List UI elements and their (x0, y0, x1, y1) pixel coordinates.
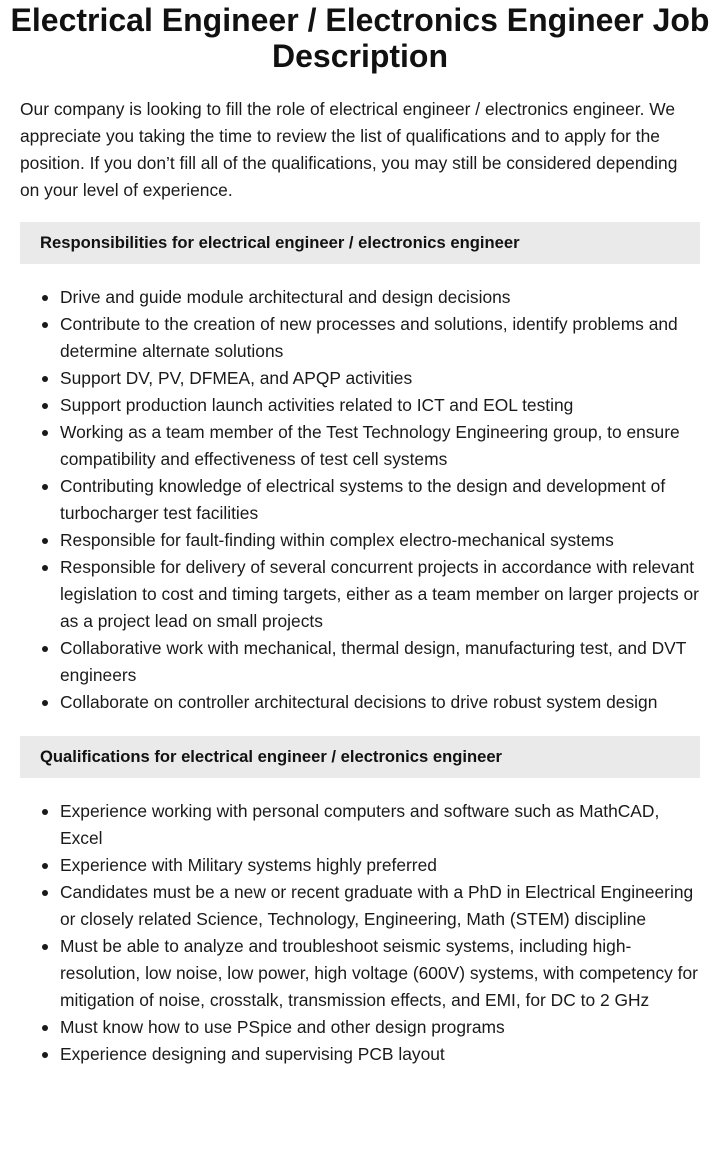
bullet-icon (42, 863, 48, 869)
responsibilities-heading: Responsibilities for electrical engineer / electronics engineer (20, 222, 700, 264)
list-item: Must know how to use PSpice and other design programs (60, 1014, 700, 1041)
bullet-icon (42, 944, 48, 950)
list-item: Experience working with personal computers and software such as MathCAD, Excel (60, 798, 700, 852)
bullet-icon (42, 430, 48, 436)
bullet-icon (42, 538, 48, 544)
list-item: Experience designing and supervising PCB layout (60, 1041, 700, 1068)
qualifications-heading: Qualifications for electrical engineer / electronics engineer (20, 736, 700, 778)
bullet-icon (42, 646, 48, 652)
list-item: Support production launch activities related to ICT and EOL testing (60, 392, 700, 419)
page-title: Electrical Engineer / Electronics Engineer Job Description (10, 2, 710, 74)
list-item: Responsible for delivery of several concurrent projects in accordance with relevant legislation to cost and timing targets, either as a team member on larger projects or as a project lead on small projects (60, 554, 700, 635)
list-item: Must be able to analyze and troubleshoot seismic systems, including high-resolution, low noise, low power, high voltage (600V) systems, with competency for mitigation of noise, crosstalk, transmission effects, and EMI, for DC to 2 GHz (60, 933, 700, 1014)
bullet-icon (42, 403, 48, 409)
list-item: Support DV, PV, DFMEA, and APQP activities (60, 365, 700, 392)
bullet-icon (42, 700, 48, 706)
bullet-icon (42, 1025, 48, 1031)
responsibilities-list (20, 284, 700, 716)
intro-paragraph: Our company is looking to fill the role of electrical engineer / electronics engineer. We appreciate you taking the time to review the list of qualifications and to apply for the position. If you don’t fill all of the qualifications, you may still be considered depending on your level of experience. (20, 99, 678, 200)
bullet-icon (42, 322, 48, 328)
list-item: Collaborative work with mechanical, thermal design, manufacturing test, and DVT engineers (60, 635, 700, 689)
list-item: Contributing knowledge of electrical systems to the design and development of turbocharger test facilities (60, 473, 700, 527)
bullet-icon (42, 890, 48, 896)
bullet-icon (42, 809, 48, 815)
list-item: Contribute to the creation of new processes and solutions, identify problems and determine alternate solutions (60, 311, 700, 365)
bullet-icon (42, 1052, 48, 1058)
list-item: Candidates must be a new or recent graduate with a PhD in Electrical Engineering or closely related Science, Technology, Engineering, Math (STEM) discipline (60, 879, 700, 933)
bullet-icon (42, 295, 48, 301)
qualifications-list (20, 798, 700, 1068)
list-item: Collaborate on controller architectural decisions to drive robust system design (60, 689, 700, 716)
bullet-icon (42, 376, 48, 382)
bullet-icon (42, 565, 48, 571)
bullet-icon (42, 484, 48, 490)
list-item: Drive and guide module architectural and design decisions (60, 284, 700, 311)
list-item: Working as a team member of the Test Technology Engineering group, to ensure compatibility and effectiveness of test cell systems (60, 419, 700, 473)
list-item: Experience with Military systems highly preferred (60, 852, 700, 879)
list-item: Responsible for fault-finding within complex electro-mechanical systems (60, 527, 700, 554)
